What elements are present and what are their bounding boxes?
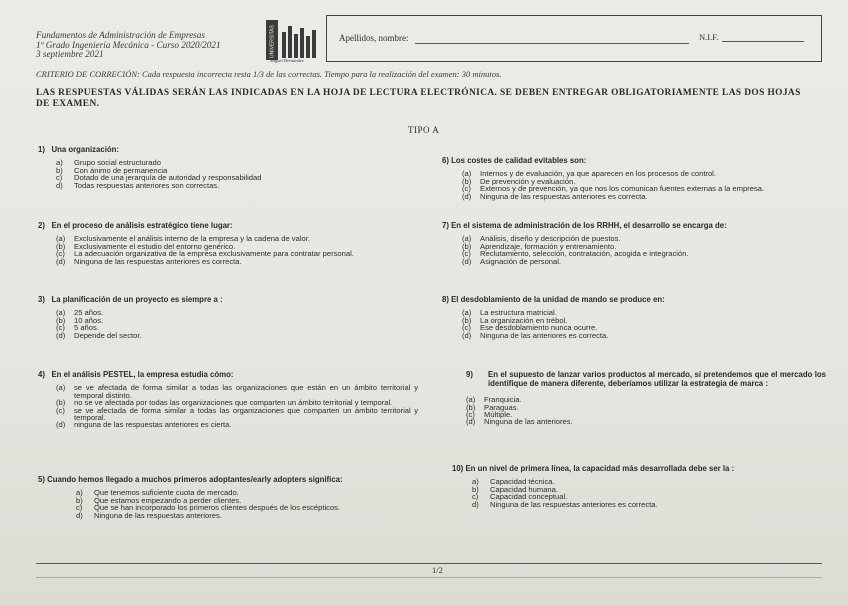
footer-divider-lower	[36, 577, 822, 578]
option-c: c) Capacidad conceptual.	[472, 492, 568, 502]
question-number: 2)	[38, 221, 45, 230]
question-7	[442, 222, 822, 265]
course-info	[36, 31, 221, 60]
option-c: c) Que se han incorporado los primeros clientes después de los escépticos.	[76, 503, 341, 513]
question-text: En el supuesto de lanzar varios productos al mercado, si pretendemos que el mercado los identifique de manera diferente, deberíamos utilizar la estrategia de marca :	[488, 370, 826, 388]
option-d: (d) Depende del sector.	[56, 330, 142, 340]
question-3	[38, 296, 398, 339]
question-text: Una organización:	[51, 145, 120, 154]
question-2	[38, 222, 408, 265]
question-9	[466, 371, 826, 426]
option-c: (c) La adecuación organizativa de la empresa exclusivamente para contratar personal.	[56, 249, 354, 259]
option-b: (b) Paraguas.	[466, 402, 519, 412]
option-b: (b) Exclusivamente el estudio del entorno genérico.	[56, 241, 236, 251]
option-b: (b) Aprendizaje, formación y entrenamiento.	[462, 241, 617, 251]
option-b: b) Que estamos empezando a perder clientes.	[76, 495, 242, 505]
option-c: c) Dotado de una jerarquía de autoridad y responsabilidad	[56, 173, 262, 183]
instructions-warning: LAS RESPUESTAS VÁLIDAS SERÁN LAS INDICADAS EN LA HOJA DE LECTURA ELECTRÓNICA. SE DEBEN ENTREGAR OBLIGATORIAMENTE LAS DOS HOJAS DE EXAMEN.	[36, 88, 801, 109]
option-d: d) Ninguna de las respuestas anteriores es correcta.	[472, 499, 658, 509]
option-d: (d) ninguna de las respuestas anteriores es cierta.	[56, 420, 232, 430]
option-a: (a) Internos y de evaluación, ya que aparecen en los procesos de control.	[462, 169, 716, 179]
option-b: (b) no se ve afectada por todas las organizaciones que comparten un ámbito territorial y temporal.	[56, 398, 393, 408]
exam-type: TIPO A	[408, 125, 440, 135]
option-b: (b) 10 años.	[56, 315, 104, 325]
question-text: Cuando hemos llegado a muchos primeros adoptantes/early adopters significa:	[47, 475, 343, 484]
question-text: En el proceso de análisis estratégico tiene lugar:	[51, 221, 233, 230]
page-number: 1/2	[432, 565, 443, 575]
option-a: a) Capacidad técnica.	[472, 477, 555, 487]
logo-caption: Miguel Hernández	[270, 58, 304, 63]
question-text: Los costes de calidad evitables son:	[451, 156, 587, 165]
question-number: 3)	[38, 295, 45, 304]
student-info-box	[326, 15, 822, 62]
question-number: 4)	[38, 370, 45, 379]
nif-label: N.I.F.	[699, 32, 719, 42]
option-d: (d) Ninguna de las respuestas anteriores es correcta.	[56, 256, 242, 266]
option-b: b) Con ánimo de permanencia	[56, 165, 168, 175]
option-a: (a) Exclusivamente el análisis interno de la empresa y la cadena de valor.	[56, 234, 310, 244]
option-c: (c) 5 años.	[56, 323, 99, 333]
name-label: Apellidos, nombre:	[339, 33, 409, 43]
question-number: 10)	[452, 464, 464, 473]
course-name: Fundamentos de Administración de Empresas	[36, 30, 205, 40]
nif-field-line[interactable]	[722, 41, 804, 42]
logo-vertical-text: UNIVERSITAS	[269, 25, 276, 58]
option-a: (a) se ve afectada de forma similar a todas las organizaciones que están en un ámbito territorial y temporal distinto.	[56, 383, 418, 400]
option-d: (d) Ninguna de las respuestas anteriores es correcta.	[462, 191, 648, 201]
question-number: 9)	[466, 370, 473, 379]
option-d: d) Todas respuestas anteriores son correctas.	[56, 180, 220, 190]
question-5	[38, 476, 418, 519]
question-text: La planificación de un proyecto es siempre a :	[51, 295, 223, 304]
question-10	[452, 465, 822, 508]
question-4	[38, 371, 418, 429]
question-8	[442, 296, 822, 339]
footer-divider	[36, 563, 822, 564]
option-d: d) Ninguna de las respuestas anteriores.	[76, 510, 222, 520]
question-text: En el análisis PESTEL, la empresa estudia cómo:	[51, 370, 234, 379]
course-degree: 1º Grado Ingeniería Mecánica - Curso 2020/2021	[36, 39, 221, 50]
option-c: (c) Externos y de prevención, ya que nos los comunican fuentes externas a la empresa.	[462, 184, 765, 194]
question-6	[442, 157, 822, 200]
question-number: 8)	[442, 295, 449, 304]
option-a: (a) Análisis, diseño y descripción de puestos.	[462, 234, 621, 244]
question-number: 6)	[442, 156, 449, 165]
option-a: (a) Franquicia.	[466, 395, 522, 405]
grading-criteria: CRITERIO DE CORRECIÓN: Cada respuesta incorrecta resta 1/3 de las correctas. Tiempo para la realización del examen: 30 minutos.	[36, 69, 502, 79]
question-text: El desdoblamiento de la unidad de mando se produce en:	[451, 295, 665, 304]
option-a: (a) 25 años.	[56, 308, 104, 318]
option-c: (c) Múltiple.	[466, 410, 513, 419]
option-a: a) Grupo social estructurado	[56, 158, 161, 168]
option-b: b) Capacidad humana.	[472, 484, 558, 494]
option-c: (c) Reclutamiento, selección, contratación, acogida e integración.	[462, 249, 689, 259]
option-b: (b) La organización en trébol.	[462, 315, 568, 325]
option-d: (d) Ninguna de las anteriores es correcta.	[462, 330, 609, 340]
option-c: (c) Ese desdoblamiento nunca ocurre.	[462, 323, 598, 333]
name-field-line[interactable]	[415, 43, 689, 44]
question-1	[38, 146, 398, 189]
question-number: 1)	[38, 145, 45, 154]
option-d: (d) Asignación de personal.	[462, 256, 562, 266]
question-number: 7)	[442, 221, 449, 230]
option-a: (a) La estructura matricial.	[462, 308, 557, 318]
option-d: (d) Ninguna de las anteriores.	[466, 417, 573, 427]
exam-date: 3 septiembre 2021	[36, 49, 104, 60]
option-b: (b) De prevención y evaluación.	[462, 176, 576, 186]
option-a: a) Que tenemos suficiente cuota de mercado.	[76, 488, 239, 498]
option-c: (c) se ve afectada de forma similar a todas las organizaciones que comparten un ámbito territorial y temporal.	[56, 405, 418, 423]
question-text: En el sistema de administración de los RRHH, el desarrollo se encarga de:	[451, 221, 727, 230]
question-text: En un nivel de primera línea, la capacidad más desarrollada debe ser la :	[465, 464, 735, 473]
question-number: 5)	[38, 475, 45, 484]
